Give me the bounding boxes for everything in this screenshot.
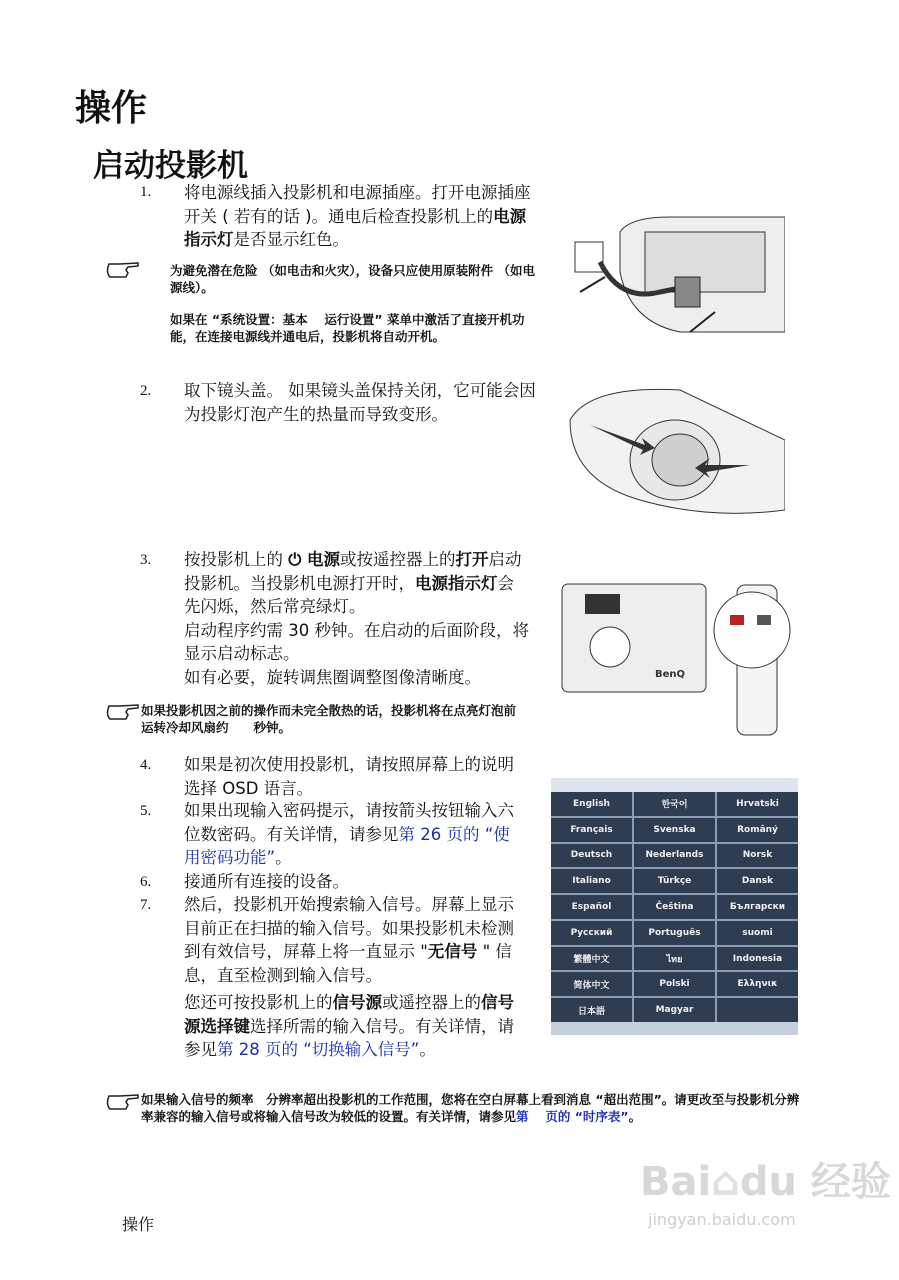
text-segment: 是否显示红色。 (233, 230, 349, 249)
language-option[interactable]: Italiano (551, 869, 632, 893)
language-option[interactable]: Ελληνικ (717, 972, 798, 996)
text-segment: 然后，投影机开始搜索输入信号。屏幕上显示目前正在扫描的输入信号。如果投影机未检测到有效信号，屏幕上将一直显示 " (184, 895, 514, 961)
text-segment: 。 (275, 848, 292, 867)
step-7-text (184, 893, 524, 1062)
cross-reference-link[interactable]: 第 28 页的 “切换输入信号” (217, 1040, 420, 1059)
note-out-of-range (141, 1091, 803, 1125)
remote-control-illustration (712, 580, 792, 740)
language-option[interactable]: Polski (634, 972, 715, 996)
note-cooling-fan (141, 702, 526, 736)
baidu-watermark-logo: Bai⌂du 经验 (640, 1159, 891, 1205)
text-segment: 如果输入信号的频率 分辨率超出投影机的工作范围，您将在空白屏幕上看到消息 “超出范围”。请更改至与投影机分辨率兼容的输入信号或将输入信号改为较低的设置。有关详情，请参见 (141, 1092, 800, 1124)
language-option[interactable]: 简体中文 (551, 972, 632, 996)
note-safety (170, 262, 535, 296)
language-option[interactable]: Deutsch (551, 844, 632, 868)
language-grid (551, 792, 798, 1022)
chapter-title: 操作 (75, 88, 148, 129)
text-segment: 启动投影机。当投影机电源打开时， (184, 550, 522, 593)
step-number: 6. (140, 874, 152, 890)
bold-term: 电源指示灯 (415, 573, 498, 593)
text-segment: 按投影机上的 (184, 550, 289, 569)
language-option[interactable]: Nederlands (634, 844, 715, 868)
text-segment: 接通所有连接的设备。 (184, 872, 349, 891)
text-segment: 如果在 “系统设置：基本 运行设置” 菜单中激活了直接开机功能，在连接电源线并通电后，投影机将自动开机。 (170, 312, 525, 344)
language-option[interactable]: English (551, 792, 632, 816)
text-segment: " 信息，直至检测到输入信号。 (184, 942, 512, 985)
language-option[interactable]: Hrvatski (717, 792, 798, 816)
cross-reference-link[interactable]: 第 26 页的 “使用密码功能” (184, 824, 510, 867)
text-segment: 如果出现输入密码提示，请按箭头按钮输入六位数密码。有关详情，请参见 (184, 801, 514, 844)
text-segment: 您还可按投影机上的 (184, 993, 333, 1012)
text-segment: 将电源线插入投影机和电源插座。打开电源插座开关 ( 若有的话 )。通电后检查投影机上的 (184, 183, 531, 226)
language-option[interactable]: Româný (717, 818, 798, 842)
step-number: 3. (140, 552, 152, 568)
language-option[interactable]: 日本語 (551, 998, 632, 1022)
step-number: 1. (140, 184, 152, 200)
language-option[interactable]: suomi (717, 921, 798, 945)
bold-term: 信号源选择键 (184, 993, 514, 1036)
bold-term: 电源指示灯 (184, 206, 527, 249)
language-option[interactable]: Svenska (634, 818, 715, 842)
step-number: 4. (140, 757, 152, 773)
step-3-text (184, 548, 529, 689)
page-footer: 操作 (122, 1215, 155, 1234)
cross-reference-link[interactable]: 第 页的 “时序表” (516, 1109, 629, 1124)
text-segment: 会先闪烁，然后常亮绿灯。 (184, 573, 514, 616)
language-option[interactable]: Français (551, 818, 632, 842)
language-option[interactable]: Dansk (717, 869, 798, 893)
language-option[interactable]: Português (634, 921, 715, 945)
osd-language-menu (551, 778, 798, 1035)
language-option[interactable]: Indonesia (717, 947, 798, 971)
bold-term: 信号源 (332, 993, 382, 1012)
svg-text:BenQ: BenQ (655, 669, 686, 680)
language-option[interactable]: Norsk (717, 844, 798, 868)
focus-text: 如有必要，旋转调焦圈调整图像清晰度。 (184, 667, 481, 687)
language-option[interactable]: Български (717, 895, 798, 919)
language-option[interactable]: Español (551, 895, 632, 919)
power-cord-illustration (560, 212, 785, 337)
bold-term: ⏻ 电源 (288, 550, 341, 569)
step-number: 2. (140, 383, 152, 399)
step-5-text (184, 799, 524, 870)
text-segment: 选择所需的输入信号。有关详情，请参见 (184, 1016, 514, 1059)
language-option[interactable]: Русский (551, 921, 632, 945)
startup-time-text: 启动程序约需 30 秒钟。在启动的后面阶段，将显示启动标志。 (184, 620, 529, 663)
text-segment: 。 (419, 1040, 436, 1059)
lens-cap-illustration (560, 380, 785, 520)
section-title: 启动投影机 (93, 148, 248, 184)
text-segment: 如果投影机因之前的操作而未完全散热的话，投影机将在点亮灯泡前运转冷却风扇约 秒钟。 (141, 703, 517, 735)
step-4-text (184, 753, 524, 800)
language-option[interactable]: Türkçe (634, 869, 715, 893)
pointing-hand-icon (106, 703, 140, 721)
note-direct-power-on (170, 311, 538, 345)
step-2-text (184, 379, 540, 426)
watermark-url: jingyan.baidu.com (648, 1210, 796, 1229)
text-segment: 取下镜头盖。 如果镜头盖保持关闭，它可能会因为投影灯泡产生的热量而导致变形。 (184, 381, 536, 424)
language-option (717, 998, 798, 1022)
language-option[interactable]: Čeština (634, 895, 715, 919)
text-segment: 。 (628, 1109, 642, 1124)
language-option[interactable]: 繁體中文 (551, 947, 632, 971)
bold-term: 打开 (455, 550, 489, 569)
projector-top-illustration (560, 582, 708, 694)
text-segment: 为避免潜在危险 （如电击和火灾），设备只应使用原装附件 （如电源线）。 (170, 263, 535, 295)
step-number: 5. (140, 803, 152, 819)
step-1-text (184, 181, 540, 252)
text-segment: 或遥控器上的 (382, 993, 481, 1012)
language-option[interactable]: 한국어 (634, 792, 715, 816)
text-segment: 或按遥控器上的 (340, 550, 456, 569)
step-6-text (184, 870, 524, 894)
pointing-hand-icon (106, 1093, 140, 1111)
language-option[interactable]: ไทย (634, 947, 715, 971)
step-number: 7. (140, 897, 152, 913)
text-segment: 如果是初次使用投影机，请按照屏幕上的说明选择 OSD 语言。 (184, 755, 514, 798)
bold-term: 无信号 (427, 942, 478, 961)
pointing-hand-icon (106, 261, 140, 279)
language-option[interactable]: Magyar (634, 998, 715, 1022)
